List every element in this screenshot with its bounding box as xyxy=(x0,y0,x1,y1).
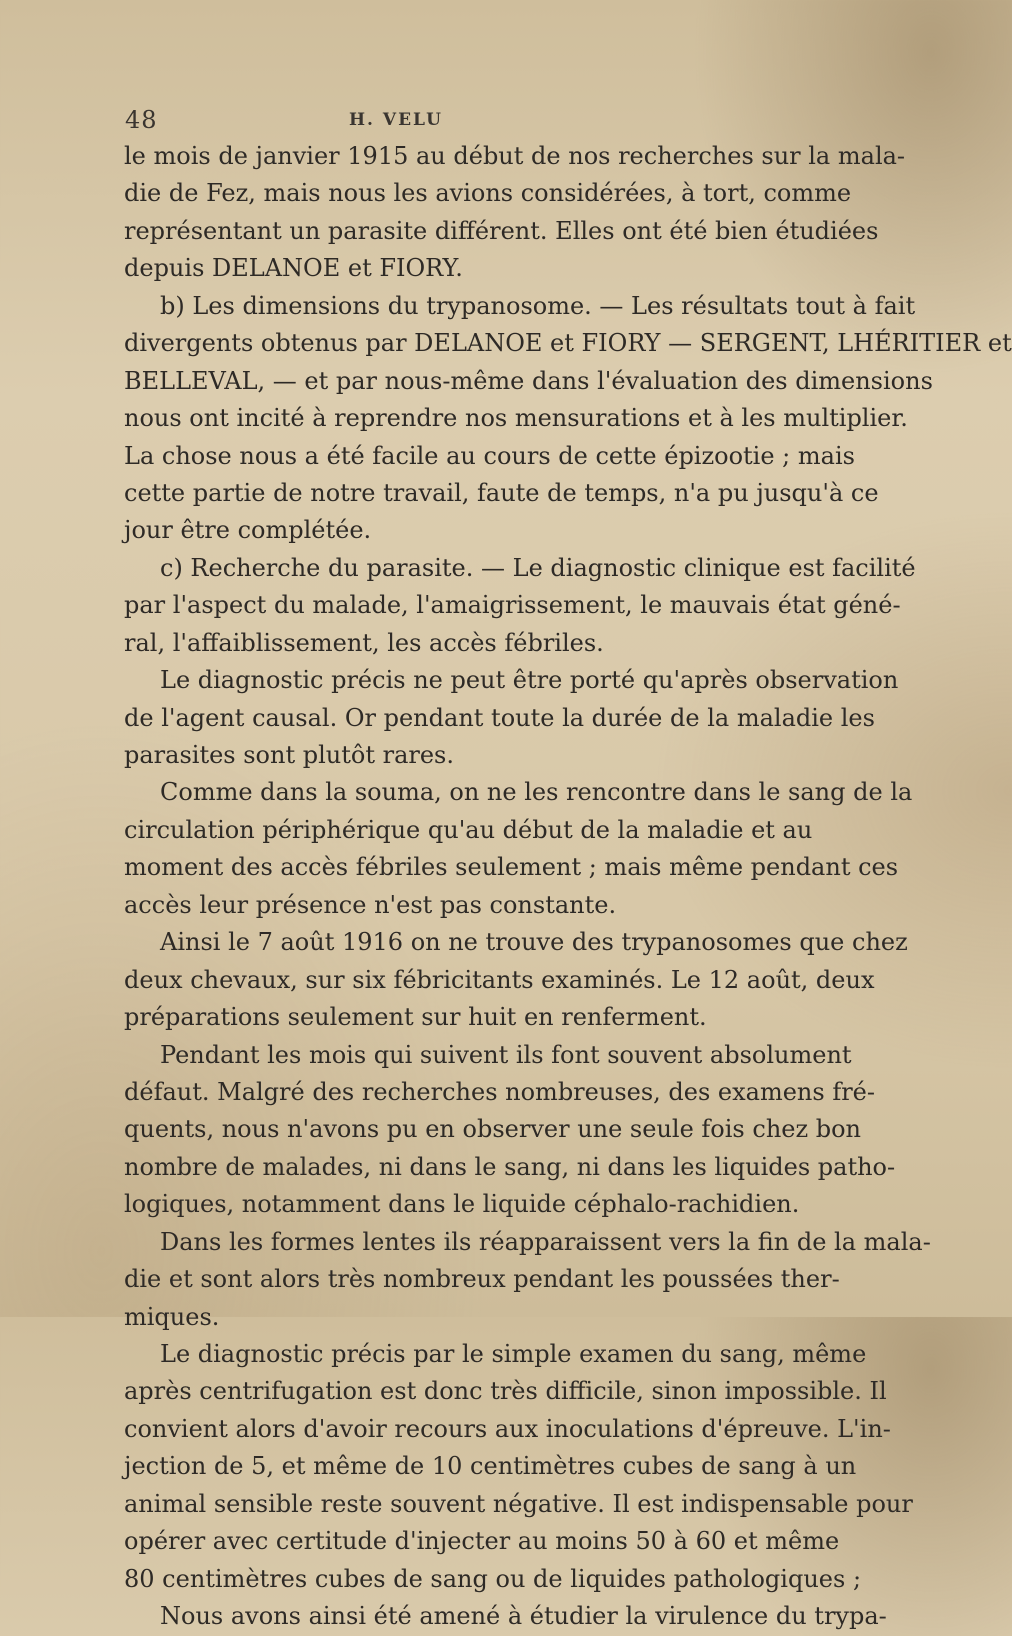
text-line: circulation périphérique qu'au début de la maladie et au xyxy=(124,815,813,844)
page-number: 48 xyxy=(125,106,158,134)
text-line: jection de 5, et même de 10 centimètres cubes de sang à un xyxy=(124,1452,857,1481)
text-line: ral, l'affaiblissement, les accès fébriles. xyxy=(124,628,604,657)
text-line: défaut. Malgré des recherches nombreuses, des examens fré- xyxy=(124,1077,875,1106)
text-line: Le diagnostic précis ne peut être porté qu'après observation xyxy=(160,666,899,695)
text-line: Dans les formes lentes ils réapparaissent vers la fin de la mala- xyxy=(160,1227,931,1256)
text-line: Pendant les mois qui suivent ils font souvent absolument xyxy=(160,1040,852,1069)
text-line: représentant un parasite différent. Elles ont été bien étudiées xyxy=(124,216,879,245)
text-line: nous ont incité à reprendre nos mensurations et à les multiplier. xyxy=(124,404,908,433)
text-line: c) Recherche du parasite. — Le diagnostic clinique est facilité xyxy=(160,553,916,582)
text-line: opérer avec certitude d'injecter au moins 50 à 60 et même xyxy=(124,1527,840,1556)
text-line: 80 centimètres cubes de sang ou de liquides pathologiques ; xyxy=(124,1564,862,1593)
text-line: cette partie de notre travail, faute de temps, n'a pu jusqu'à ce xyxy=(124,478,879,507)
text-line: nombre de malades, ni dans le sang, ni dans les liquides patho- xyxy=(124,1152,896,1181)
text-line: accès leur présence n'est pas constante. xyxy=(124,890,617,919)
text-line: parasites sont plutôt rares. xyxy=(124,741,454,769)
text-line: Ainsi le 7 août 1916 on ne trouve des trypanosomes que chez xyxy=(160,928,908,957)
text-line: Le diagnostic précis par le simple examen du sang, même xyxy=(160,1340,867,1368)
body-text xyxy=(124,138,1012,1636)
text-line: BELLEVAL, — et par nous-même dans l'évaluation des dimensions xyxy=(124,366,933,395)
text-line: préparations seulement sur huit en renferment. xyxy=(124,1003,707,1032)
text-line: divergents obtenus par DELANOE et FIORY — SERGENT, LHÉRITIER et xyxy=(124,329,1012,358)
text-line: convient alors d'avoir recours aux inoculations d'épreuve. L'in- xyxy=(124,1414,891,1443)
text-line: jour être complétée. xyxy=(124,516,372,545)
text-line: animal sensible reste souvent négative. Il est indispensable pour xyxy=(124,1489,913,1518)
text-line: le mois de janvier 1915 au début de nos recherches sur la mala- xyxy=(124,142,906,170)
text-line: die et sont alors très nombreux pendant les poussées ther- xyxy=(124,1265,840,1294)
text-line: die de Fez, mais nous les avions considérées, à tort, comme xyxy=(124,179,852,208)
text-line: après centrifugation est donc très difficile, sinon impossible. Il xyxy=(124,1377,887,1406)
text-line: moment des accès fébriles seulement ; mais même pendant ces xyxy=(124,853,899,882)
text-line: deux chevaux, sur six fébricitants examinés. Le 12 août, deux xyxy=(124,965,875,994)
text-line: quents, nous n'avons pu en observer une seule fois chez bon xyxy=(124,1115,862,1144)
running-head xyxy=(125,106,745,136)
running-head-author: H. VELU xyxy=(349,110,443,130)
text-line: Nous avons ainsi été amené à étudier la virulence du trypa- xyxy=(160,1602,887,1631)
text-line: b) Les dimensions du trypanosome. — Les résultats tout à fait xyxy=(160,291,916,320)
text-line: de l'agent causal. Or pendant toute la durée de la maladie les xyxy=(124,703,875,732)
text-line: depuis DELANOE et FIORY. xyxy=(124,254,463,283)
text-line: La chose nous a été facile au cours de cette épizootie ; mais xyxy=(124,441,855,470)
text-line: Comme dans la souma, on ne les rencontre dans le sang de la xyxy=(160,778,913,807)
text-line: logiques, notamment dans le liquide céphalo-rachidien. xyxy=(124,1190,800,1219)
text-line: miques. xyxy=(124,1302,220,1331)
text-line: par l'aspect du malade, l'amaigrissement, le mauvais état géné- xyxy=(124,591,901,620)
